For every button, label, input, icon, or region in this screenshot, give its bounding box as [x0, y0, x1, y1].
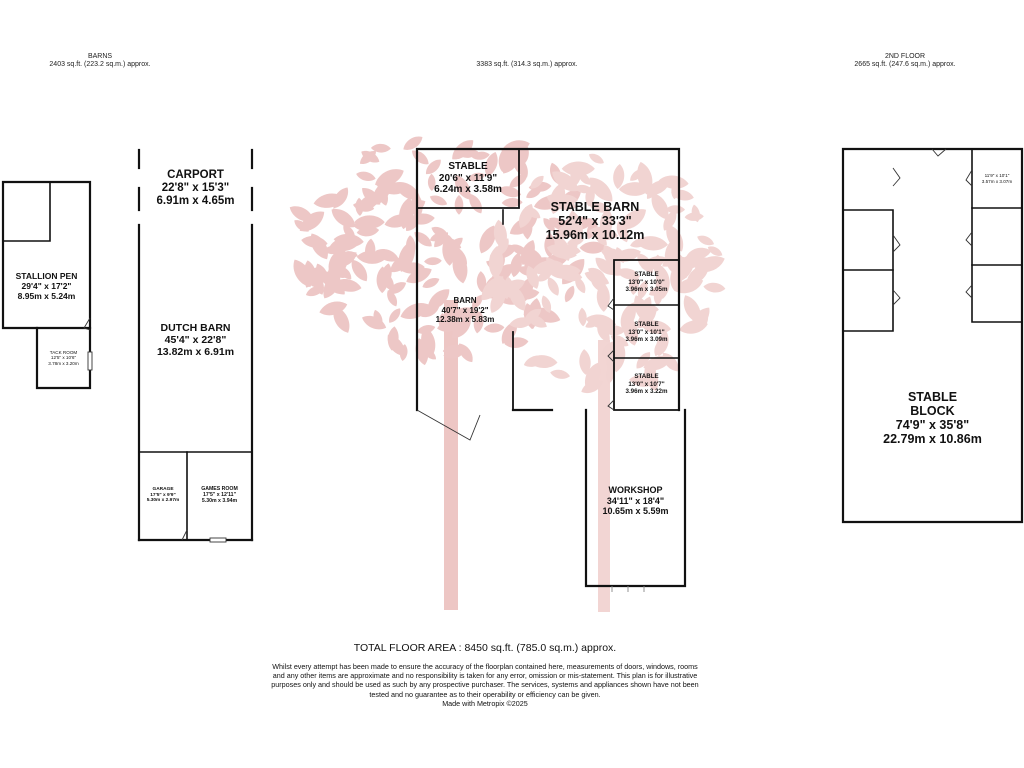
room-imperial: 34'11" x 18'4"	[606, 495, 665, 506]
room-carport	[139, 169, 252, 208]
room-name: STABLE BARN	[550, 200, 640, 214]
room-imperial: 52'4" x 33'3"	[558, 214, 632, 228]
room-name: DUTCH BARN	[160, 322, 231, 334]
second-floor-header	[840, 53, 970, 69]
room-stallion-pen	[3, 271, 90, 301]
room-imperial: 74'9" x 35'8"	[895, 418, 970, 432]
room-stable-block	[843, 390, 1022, 446]
room-metric: 10.65m x 5.59m	[602, 506, 669, 516]
disclaimer: Whilst every attempt has been made to ensure the accuracy of the floorplan contained here, measurements of doors, windows, rooms and any other items are approximate and no responsibility is taken for any error, omission or mis-statement. This plan is for illustrative purposes only and should be used as such by any prospective purchaser. The services, systems and appliances shown have not been tested and no guarantee as to their operability or efficiency can be given.	[271, 662, 699, 699]
tree-leaf	[703, 282, 726, 294]
credit: Made with Metropix ©2025	[442, 698, 528, 708]
room-metric: 5.30m x 3.94m	[201, 498, 238, 505]
room-imperial: 13'0" x 10'7"	[628, 380, 665, 388]
room-stable-barn	[535, 200, 655, 242]
room-imperial: 22'8" x 15'3"	[161, 182, 230, 194]
room-workshop	[586, 485, 685, 517]
room-tack-room	[37, 350, 90, 366]
room-name: WORKSHOP	[608, 485, 663, 495]
room-stable-top	[417, 161, 519, 196]
tree-leaf	[401, 133, 426, 154]
room-imperial: 13'0" x 10'1"	[628, 328, 665, 336]
room-name: STABLE	[634, 321, 659, 328]
room-name-line2: BLOCK	[910, 404, 955, 418]
room-metric: 3.78m x 3.20m	[48, 360, 79, 366]
room-name: TACK ROOM	[49, 350, 78, 355]
room-metric: 12.38m x 5.83m	[435, 315, 495, 324]
room-stable-2	[614, 321, 679, 344]
room-metric: 15.96m x 10.12m	[545, 228, 645, 242]
tree-leaf	[355, 170, 377, 183]
tree-leaf	[578, 307, 587, 326]
tree-leaf	[455, 195, 464, 215]
tree-leaf	[424, 257, 442, 266]
room-stable-3	[614, 373, 679, 396]
room-metric: 6.91m x 4.65m	[156, 195, 235, 207]
room-dutch-barn	[139, 322, 252, 358]
room-imperial: 20'6" x 11'9"	[438, 172, 498, 184]
footer	[270, 642, 700, 708]
room-name: GARAGE	[152, 487, 174, 492]
room-games-room	[187, 486, 252, 505]
room-metric: 3.96m x 3.09m	[625, 336, 668, 343]
tree-leaf	[696, 233, 716, 248]
second-floor-title: 2ND FLOOR	[884, 53, 926, 60]
room-name: STABLE	[634, 271, 659, 278]
room-metric: 3.96m x 3.05m	[625, 286, 668, 293]
tree-leaf	[562, 284, 577, 304]
room-name: STABLE	[634, 373, 659, 380]
room-name: STABLE	[448, 161, 488, 172]
room-barn	[417, 296, 513, 325]
room-metric: 3.96m x 3.22m	[625, 388, 668, 395]
tree-leaf	[684, 212, 704, 221]
room-name: STALLION PEN	[15, 271, 78, 281]
room-metric: 8.95m x 5.24m	[17, 291, 76, 301]
tree-leaf	[386, 306, 403, 325]
total-floor-area: TOTAL FLOOR AREA : 8450 sq.ft. (785.0 sq.m.) approx.	[353, 642, 617, 654]
room-name-line1: STABLE	[907, 390, 958, 404]
stable-block-walls	[843, 149, 1022, 522]
barns-title: BARNS	[87, 53, 113, 60]
ground-area: 3383 sq.ft. (314.3 sq.m.) approx.	[476, 61, 578, 68]
tree-leaf	[587, 151, 606, 166]
barns-header	[40, 53, 160, 69]
barns-area: 2403 sq.ft. (223.2 sq.m.) approx.	[49, 61, 151, 68]
room-name: CARPORT	[167, 169, 224, 181]
room-imperial: 12'5" x 10'6"	[50, 355, 77, 361]
ground-header	[452, 61, 602, 69]
room-imperial: 17'5" x 12'11"	[202, 492, 237, 499]
room-imperial: 17'5" x 9'9"	[150, 492, 176, 498]
room-metric: 22.79m x 10.86m	[883, 432, 982, 446]
room-imperial: 13'0" x 10'0"	[628, 278, 665, 286]
tree-leaf	[549, 368, 570, 381]
room-name: BARN	[453, 296, 477, 305]
room-metric: 13.82m x 6.91m	[156, 346, 235, 358]
room-garage	[139, 487, 187, 504]
room-metric: 3.57m x 3.07m	[981, 178, 1013, 184]
room-upper-stable	[972, 173, 1022, 184]
room-metric: 5.30m x 2.97m	[146, 498, 180, 504]
room-metric: 6.24m x 3.58m	[434, 184, 502, 195]
room-stable-1	[614, 271, 679, 294]
room-name: GAMES ROOM	[201, 486, 238, 492]
room-imperial: 11'9" x 10'1"	[984, 173, 1010, 178]
room-imperial: 29'4" x 17'2"	[21, 281, 72, 291]
room-imperial: 45'4" x 22'8"	[164, 334, 227, 346]
second-floor-area: 2665 sq.ft. (247.6 sq.m.) approx.	[854, 61, 956, 68]
room-imperial: 40'7" x 19'2"	[441, 305, 489, 315]
